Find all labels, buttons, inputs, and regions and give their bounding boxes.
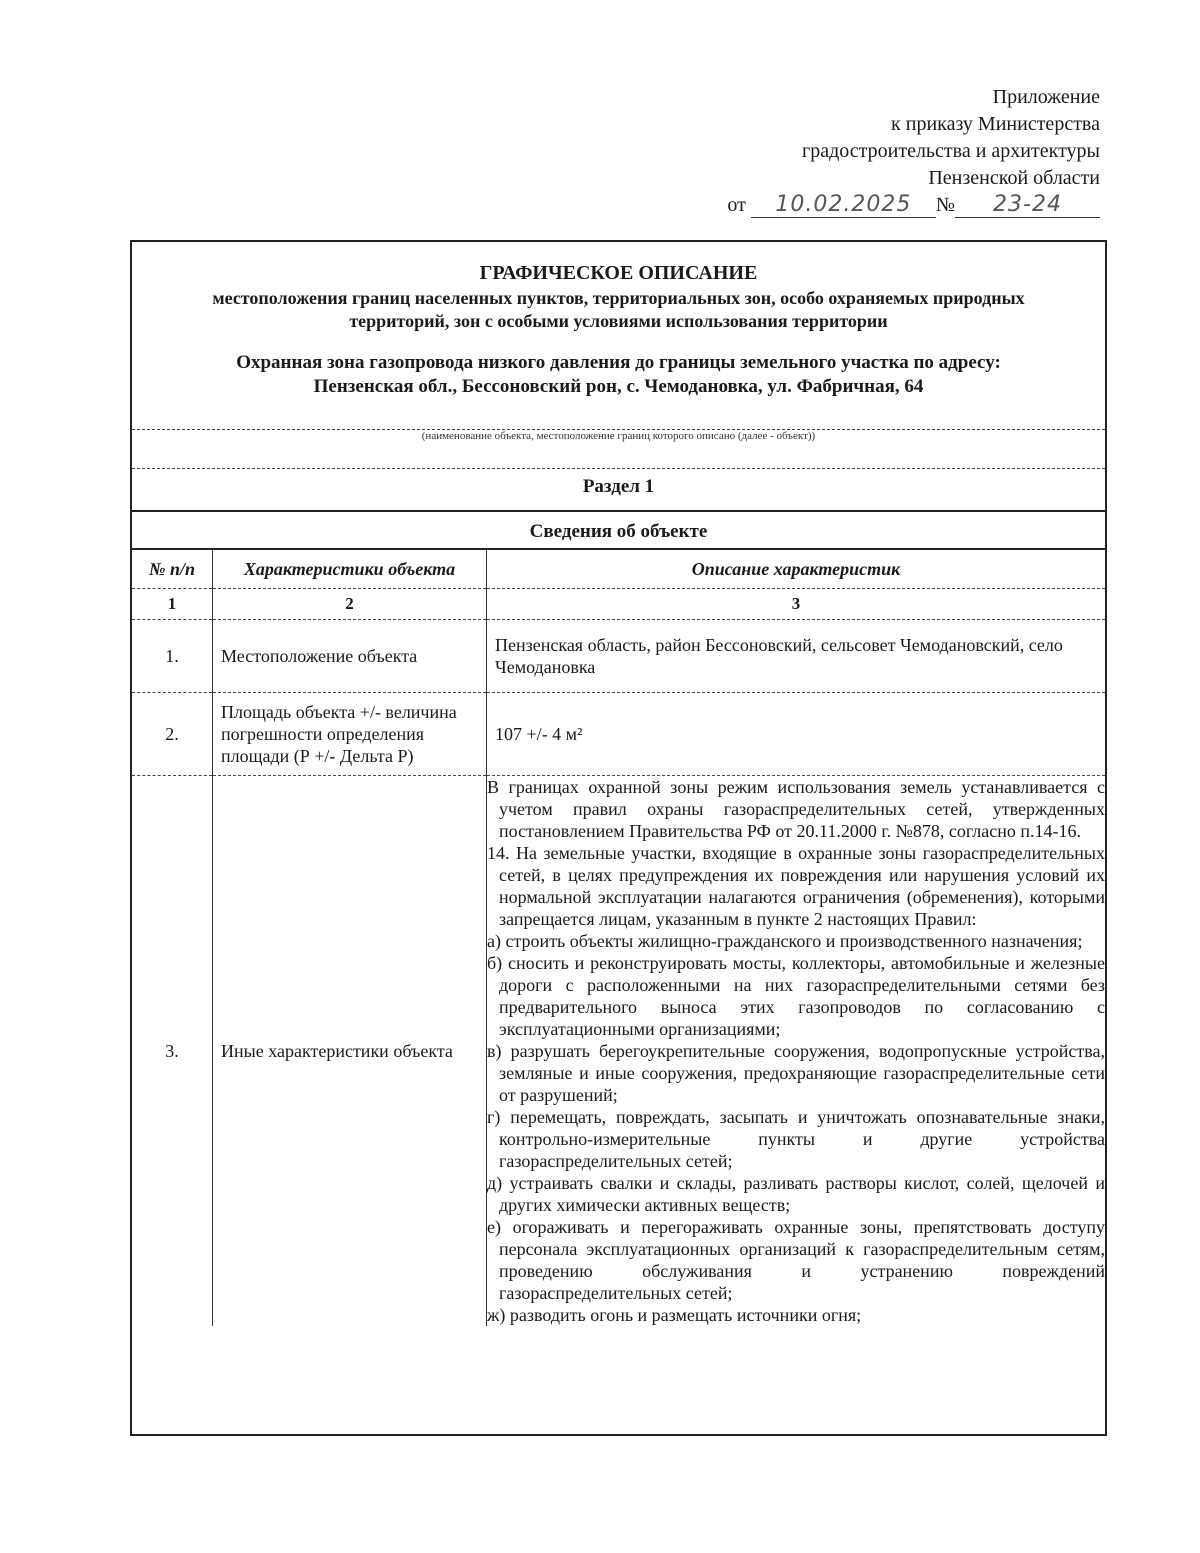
description-item: ж) разводить огонь и размещать источники огня; (487, 1305, 862, 1325)
header-characteristic: Характеристики объекта (213, 550, 487, 589)
object-name (132, 351, 1105, 399)
column-number: 2 (213, 589, 487, 620)
description-item: г) перемещать, повреждать, засыпать и уничтожать опознавательные знаки, контрольно-измерительные пункты и другие устройства газораспределительных сетей; (487, 1107, 1105, 1171)
description-item: б) сносить и реконструировать мосты, коллекторы, автомобильные и железные дороги с расположенными на них газораспределительными сетями без предварительного выноса этих газопроводов по согласованию с эксплуатационными организациями; (487, 953, 1105, 1039)
document-title: ГРАФИЧЕСКОЕ ОПИСАНИЕ (479, 262, 758, 284)
table-row (132, 620, 1105, 693)
object-caption: (наименование объекта, местоположение границ которого описано (далее - объект)) (421, 430, 816, 442)
document-subtitle: местоположения границ населенных пунктов, территориальных зон, особо охраняемых природных территорий, зон с особыми условиями использования территории (212, 288, 1025, 331)
handwritten-number: 23-24 (955, 193, 1100, 218)
row-num: 2. (132, 693, 213, 776)
description-paragraph: 14. На земельные участки, входящие в охранные зоны газораспределительных сетей, в целях предупреждения их повреждения или нарушения условий их нормальной эксплуатации налагаются ограничения (обременения), которыми запрещается лицам, указанным в пункте 2 настоящих Правил: (487, 843, 1105, 929)
table-header-row (132, 550, 1105, 589)
description-item: д) устраивать свалки и склады, разливать растворы кислот, солей, щелочей и других химически активных веществ; (487, 1173, 1105, 1215)
description-paragraph: В границах охранной зоны режим использования земель устанавливается с учетом правил охраны газораспределительных сетей, утвержденных постановлением Правительства РФ от 20.11.2000 г. №878, согласно п.14-16. (487, 777, 1105, 841)
document-frame (130, 240, 1107, 1436)
appendix-block (727, 84, 1100, 219)
appendix-line-4: Пензенской области (928, 167, 1100, 189)
description-item: в) разрушать берегоукрепительные сооружения, водопропускные устройства, земляные и иные сооружения, предохраняющие газораспределительные сети от разрушений; (487, 1041, 1105, 1105)
section-subtitle: Сведения об объекте (132, 512, 1105, 550)
appendix-line-1: Приложение (992, 86, 1100, 108)
object-name-line-1: Охранная зона газопровода низкого давления до границы земельного участка по адресу: (236, 352, 1001, 373)
row-name: Местоположение объекта (221, 646, 418, 666)
row-num: 3. (165, 1041, 179, 1061)
header-num: № п/п (132, 550, 213, 589)
row-num: 1. (132, 620, 213, 693)
row-value: Пензенская область, район Бессоновский, сельсовет Чемодановский, село Чемодановка (495, 635, 1063, 677)
description-item: е) огораживать и перегораживать охранные зоны, препятствовать доступу персонала эксплуатационных организаций к газораспределительным сетям, проведению обслуживания и устранению повреждений газораспределительных сетей; (487, 1217, 1105, 1303)
description-item: а) строить объекты жилищно-гражданского и производственного назначения; (487, 931, 1083, 951)
table-row (132, 776, 1105, 1327)
column-numbers-row (132, 589, 1105, 620)
date-prefix: от (727, 194, 746, 216)
object-name-line-2: Пензенская обл., Бессоновский рон, с. Чемодановка, ул. Фабричная, 64 (313, 376, 924, 397)
row-value: 107 +/- 4 м² (495, 724, 583, 744)
header-block (132, 261, 1105, 469)
section-title: Раздел 1 (132, 469, 1105, 512)
header-description: Описание характеристик (487, 550, 1106, 589)
appendix-line-3: градостроительства и архитектуры (802, 140, 1100, 162)
object-info-table (132, 550, 1105, 1326)
order-date-number (727, 192, 1100, 219)
row-name: Иные характеристики объекта (221, 1041, 453, 1061)
handwritten-date: 10.02.2025 (751, 193, 936, 218)
row-description (487, 776, 1106, 1327)
appendix-line-2: к приказу Министерства (891, 113, 1100, 135)
table-row (132, 693, 1105, 776)
number-prefix: № (935, 194, 955, 216)
column-number: 3 (487, 589, 1106, 620)
row-name: Площадь объекта +/- величина погрешности определения площади (Р +/- Дельта Р) (221, 702, 457, 766)
column-number: 1 (132, 589, 213, 620)
